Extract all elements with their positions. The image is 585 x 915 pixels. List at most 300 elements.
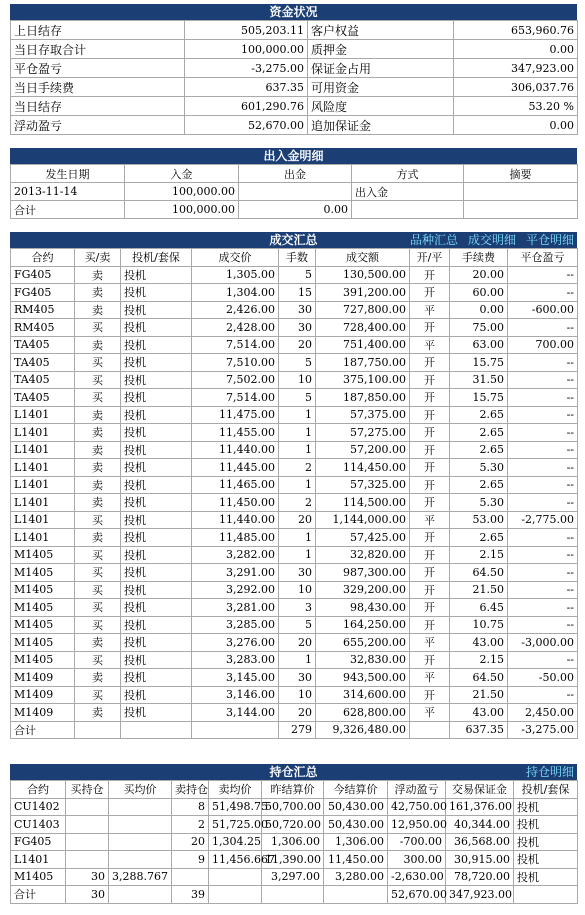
trade-cell: 投机 xyxy=(121,669,192,687)
trade-cell: 开 xyxy=(410,354,450,372)
fund-header xyxy=(10,4,577,20)
fund-section xyxy=(10,4,577,135)
fund-value: 100,000.00 xyxy=(185,40,308,59)
trade-cell: 7,510.00 xyxy=(192,354,279,372)
trade-cell: 投机 xyxy=(121,406,192,424)
column-header: 昨结算价 xyxy=(262,781,324,799)
fund-value: 53.20 % xyxy=(454,97,578,116)
position-cell: 78,720.00 xyxy=(446,868,514,886)
trade-cell: 987,300.00 xyxy=(316,564,410,582)
trade-cell: L1401 xyxy=(11,494,75,512)
trade-cell: 3,282.00 xyxy=(192,546,279,564)
position-cell: 20 xyxy=(172,833,209,851)
column-header: 交易保证金 xyxy=(446,781,514,799)
cashflow-cell xyxy=(464,201,578,219)
trade-cell: -- xyxy=(508,371,578,389)
trade-cell: 投机 xyxy=(121,336,192,354)
position-cell: 投机 xyxy=(514,868,578,886)
position-cell xyxy=(172,868,209,886)
total-cell: 30 xyxy=(66,886,109,904)
trade-cell: 5.30 xyxy=(450,459,508,477)
position-cell xyxy=(109,798,172,816)
column-header: 手续费 xyxy=(450,249,508,267)
trade-cell: 20.00 xyxy=(450,266,508,284)
trade-cell: 187,850.00 xyxy=(316,389,410,407)
total-cell xyxy=(75,721,121,739)
position-cell: 50,700.00 xyxy=(262,798,324,816)
trade-cell: 30 xyxy=(279,301,316,319)
trade-cell: 5 xyxy=(279,266,316,284)
cashflow-total-row xyxy=(11,201,578,219)
trade-cell: 11,450.00 xyxy=(192,494,279,512)
trade-cell: 投机 xyxy=(121,599,192,617)
trade-cell: 11,485.00 xyxy=(192,529,279,547)
trade-cell: 727,800.00 xyxy=(316,301,410,319)
trade-cell: 2 xyxy=(279,494,316,512)
trade-cell: 平 xyxy=(410,634,450,652)
trade-cell: 15.75 xyxy=(450,354,508,372)
trade-cell: 投机 xyxy=(121,546,192,564)
trade-cell: 卖 xyxy=(75,476,121,494)
trade-cell: 投机 xyxy=(121,266,192,284)
position-cell: 161,376.00 xyxy=(446,798,514,816)
trade-cell: L1401 xyxy=(11,529,75,547)
table-row xyxy=(11,546,578,564)
column-header: 浮动盈亏 xyxy=(388,781,446,799)
cashflow-cell: 合计 xyxy=(11,201,125,219)
positions-total-row xyxy=(11,886,578,904)
position-cell xyxy=(109,816,172,834)
column-header: 卖均价 xyxy=(209,781,262,799)
trade-cell: 114,450.00 xyxy=(316,459,410,477)
trade-cell: TA405 xyxy=(11,336,75,354)
position-cell: 51,725.00 xyxy=(209,816,262,834)
fund-row xyxy=(11,78,578,97)
table-row xyxy=(11,511,578,529)
trade-cell: M1405 xyxy=(11,564,75,582)
fund-label: 追加保证金 xyxy=(308,116,454,135)
fund-value: -3,275.00 xyxy=(185,59,308,78)
trade-cell: 开 xyxy=(410,424,450,442)
fund-label: 平仓盈亏 xyxy=(11,59,185,78)
table-row xyxy=(11,529,578,547)
trade-cell: 53.00 xyxy=(450,511,508,529)
trade-cell: 20 xyxy=(279,704,316,722)
position-cell: 投机 xyxy=(514,833,578,851)
trade-cell: 投机 xyxy=(121,301,192,319)
trades-total-row xyxy=(11,721,578,739)
total-cell xyxy=(410,721,450,739)
trade-cell: 卖 xyxy=(75,336,121,354)
trade-cell: 开 xyxy=(410,476,450,494)
trade-cell: 平 xyxy=(410,704,450,722)
total-cell xyxy=(324,886,388,904)
trade-cell: 7,514.00 xyxy=(192,336,279,354)
trade-cell: -- xyxy=(508,686,578,704)
trade-cell: TA405 xyxy=(11,371,75,389)
position-cell: 50,720.00 xyxy=(262,816,324,834)
column-header: 投机/套保 xyxy=(514,781,578,799)
trade-cell: 开 xyxy=(410,651,450,669)
trade-cell: 700.00 xyxy=(508,336,578,354)
trade-cell: 3,281.00 xyxy=(192,599,279,617)
trade-cell: 2,450.00 xyxy=(508,704,578,722)
trade-cell: L1401 xyxy=(11,441,75,459)
fund-row xyxy=(11,21,578,40)
trade-cell: 卖 xyxy=(75,301,121,319)
cashflow-cell: 0.00 xyxy=(239,201,352,219)
table-row xyxy=(11,581,578,599)
trade-cell: 卖 xyxy=(75,669,121,687)
position-cell: 50,430.00 xyxy=(324,816,388,834)
trade-cell: -- xyxy=(508,529,578,547)
table-row xyxy=(11,669,578,687)
trade-cell: M1409 xyxy=(11,669,75,687)
total-cell: 347,923.00 xyxy=(446,886,514,904)
trade-cell: L1401 xyxy=(11,476,75,494)
trade-cell: -- xyxy=(508,354,578,372)
trade-cell: 10 xyxy=(279,686,316,704)
trade-cell: -- xyxy=(508,651,578,669)
trade-cell: 卖 xyxy=(75,634,121,652)
column-header: 买均价 xyxy=(109,781,172,799)
total-cell: 合计 xyxy=(11,721,75,739)
table-row xyxy=(11,406,578,424)
trade-cell: 卖 xyxy=(75,704,121,722)
position-cell: 30 xyxy=(66,868,109,886)
trade-cell: 买 xyxy=(75,564,121,582)
fund-value: 52,670.00 xyxy=(185,116,308,135)
trade-cell: -- xyxy=(508,441,578,459)
trade-cell: 751,400.00 xyxy=(316,336,410,354)
trade-cell: 平 xyxy=(410,301,450,319)
table-row xyxy=(11,833,578,851)
table-row xyxy=(11,476,578,494)
column-header: 摘要 xyxy=(464,165,578,183)
table-row xyxy=(11,424,578,442)
link-position-detail[interactable]: 持仓明细 xyxy=(525,765,574,779)
trade-cell: 11,455.00 xyxy=(192,424,279,442)
trade-cell: 投机 xyxy=(121,704,192,722)
fund-label: 质押金 xyxy=(308,40,454,59)
link-variety-summary[interactable]: 品种汇总 xyxy=(409,233,458,247)
trade-cell: -600.00 xyxy=(508,301,578,319)
column-header: 手数 xyxy=(279,249,316,267)
trade-cell: 1 xyxy=(279,406,316,424)
column-header: 出金 xyxy=(239,165,352,183)
trade-cell: -- xyxy=(508,406,578,424)
trade-cell: 7,514.00 xyxy=(192,389,279,407)
trade-cell: 1 xyxy=(279,441,316,459)
position-cell: -700.00 xyxy=(388,833,446,851)
fund-label: 保证金占用 xyxy=(308,59,454,78)
position-cell: 50,430.00 xyxy=(324,798,388,816)
trade-cell: 32,830.00 xyxy=(316,651,410,669)
position-cell xyxy=(66,816,109,834)
link-close-detail[interactable]: 平仓明细 xyxy=(525,233,574,247)
trade-cell: 平 xyxy=(410,336,450,354)
column-header: 成交价 xyxy=(192,249,279,267)
trade-cell: 买 xyxy=(75,389,121,407)
trade-cell: M1409 xyxy=(11,704,75,722)
trade-cell: 11,440.00 xyxy=(192,441,279,459)
trade-cell: 43.00 xyxy=(450,634,508,652)
positions-links xyxy=(516,764,574,780)
table-row xyxy=(11,686,578,704)
fund-row xyxy=(11,40,578,59)
trade-cell: 2.65 xyxy=(450,406,508,424)
trade-cell: 1 xyxy=(279,529,316,547)
table-row xyxy=(11,704,578,722)
table-row xyxy=(11,816,578,834)
cashflow-cell xyxy=(352,201,464,219)
trade-cell: 2.65 xyxy=(450,476,508,494)
column-header: 开/平 xyxy=(410,249,450,267)
positions-section xyxy=(10,764,577,904)
table-row xyxy=(11,616,578,634)
trades-table xyxy=(10,248,578,739)
trade-cell: 开 xyxy=(410,266,450,284)
total-cell: 637.35 xyxy=(450,721,508,739)
trade-cell: 买 xyxy=(75,371,121,389)
trade-cell: 3,283.00 xyxy=(192,651,279,669)
position-cell: 3,288.767 xyxy=(109,868,172,886)
trade-cell: 114,500.00 xyxy=(316,494,410,512)
position-cell: 30,915.00 xyxy=(446,851,514,869)
position-cell: 9 xyxy=(172,851,209,869)
position-cell xyxy=(109,833,172,851)
total-cell xyxy=(209,886,262,904)
trade-cell: 15.75 xyxy=(450,389,508,407)
cashflow-cell xyxy=(239,183,352,201)
table-row xyxy=(11,494,578,512)
table-row xyxy=(11,459,578,477)
trade-cell: 1 xyxy=(279,424,316,442)
trades-links xyxy=(400,232,574,248)
trade-cell: 买 xyxy=(75,686,121,704)
table-row xyxy=(11,798,578,816)
cashflow-header xyxy=(10,148,577,164)
fund-row xyxy=(11,97,578,116)
trade-cell: 64.50 xyxy=(450,669,508,687)
trade-cell: 57,425.00 xyxy=(316,529,410,547)
trade-cell: 11,445.00 xyxy=(192,459,279,477)
trade-cell: 投机 xyxy=(121,494,192,512)
trade-cell: -- xyxy=(508,389,578,407)
trade-cell: 卖 xyxy=(75,459,121,477)
trade-cell: -- xyxy=(508,459,578,477)
trade-cell: -50.00 xyxy=(508,669,578,687)
cashflow-cell: 100,000.00 xyxy=(125,183,239,201)
positions-header-row xyxy=(11,781,578,799)
trade-cell: 投机 xyxy=(121,441,192,459)
trade-cell: 买 xyxy=(75,651,121,669)
trade-cell: 投机 xyxy=(121,564,192,582)
fund-title: 资金状况 xyxy=(269,5,318,19)
position-cell: 3,280.00 xyxy=(324,868,388,886)
trade-cell: 投机 xyxy=(121,686,192,704)
fund-table xyxy=(10,20,578,135)
trade-cell: 2.15 xyxy=(450,651,508,669)
trade-cell: 11,440.00 xyxy=(192,511,279,529)
trade-cell: 7,502.00 xyxy=(192,371,279,389)
trade-cell: 投机 xyxy=(121,616,192,634)
position-cell: 11,456.667 xyxy=(209,851,262,869)
total-cell: 9,326,480.00 xyxy=(316,721,410,739)
column-header: 合约 xyxy=(11,249,75,267)
trade-cell: 开 xyxy=(410,581,450,599)
trade-cell: -3,000.00 xyxy=(508,634,578,652)
position-cell: 11,450.00 xyxy=(324,851,388,869)
trade-cell: 11,465.00 xyxy=(192,476,279,494)
table-row xyxy=(11,284,578,302)
trade-cell: 1 xyxy=(279,651,316,669)
position-cell xyxy=(66,833,109,851)
trade-cell: L1401 xyxy=(11,511,75,529)
trade-cell: -- xyxy=(508,494,578,512)
trade-cell: 3,292.00 xyxy=(192,581,279,599)
fund-value: 653,960.76 xyxy=(454,21,578,40)
trade-cell: -- xyxy=(508,266,578,284)
trade-cell: 21.50 xyxy=(450,581,508,599)
trades-header xyxy=(10,232,577,248)
trade-cell: -- xyxy=(508,424,578,442)
position-cell: 12,950.00 xyxy=(388,816,446,834)
trade-cell: TA405 xyxy=(11,354,75,372)
fund-label: 可用资金 xyxy=(308,78,454,97)
trade-cell: 投机 xyxy=(121,389,192,407)
trade-cell: 买 xyxy=(75,599,121,617)
link-trade-detail[interactable]: 成交明细 xyxy=(467,233,516,247)
table-row xyxy=(11,851,578,869)
trade-cell: 943,500.00 xyxy=(316,669,410,687)
table-row xyxy=(11,868,578,886)
trade-cell: 1,144,000.00 xyxy=(316,511,410,529)
trade-cell: L1401 xyxy=(11,459,75,477)
trade-cell: 开 xyxy=(410,546,450,564)
trade-cell: -2,775.00 xyxy=(508,511,578,529)
trade-cell: 10.75 xyxy=(450,616,508,634)
trade-cell: 1,305.00 xyxy=(192,266,279,284)
trade-cell: 卖 xyxy=(75,284,121,302)
position-cell: L1401 xyxy=(11,851,66,869)
trade-cell: 平 xyxy=(410,669,450,687)
trade-cell: M1405 xyxy=(11,546,75,564)
positions-table xyxy=(10,780,578,904)
cashflow-cell: 100,000.00 xyxy=(125,201,239,219)
trade-cell: 98,430.00 xyxy=(316,599,410,617)
fund-label: 当日存取合计 xyxy=(11,40,185,59)
trade-cell: 开 xyxy=(410,459,450,477)
trades-header-row xyxy=(11,249,578,267)
fund-value: 637.35 xyxy=(185,78,308,97)
trade-cell: 开 xyxy=(410,284,450,302)
table-row xyxy=(11,266,578,284)
column-header: 成交额 xyxy=(316,249,410,267)
trade-cell: 买 xyxy=(75,354,121,372)
trade-cell: 0.00 xyxy=(450,301,508,319)
table-row xyxy=(11,564,578,582)
fund-label: 浮动盈亏 xyxy=(11,116,185,135)
trade-cell: M1405 xyxy=(11,651,75,669)
trade-cell: 3 xyxy=(279,599,316,617)
position-cell: CU1402 xyxy=(11,798,66,816)
fund-value: 0.00 xyxy=(454,40,578,59)
column-header: 合约 xyxy=(11,781,66,799)
trade-cell: 卖 xyxy=(75,441,121,459)
trade-cell: 20 xyxy=(279,511,316,529)
trade-cell: 2 xyxy=(279,459,316,477)
trade-cell: 10 xyxy=(279,581,316,599)
position-cell: 40,344.00 xyxy=(446,816,514,834)
trade-cell: 开 xyxy=(410,371,450,389)
column-header: 平仓盈亏 xyxy=(508,249,578,267)
trade-cell: TA405 xyxy=(11,389,75,407)
trade-cell: 开 xyxy=(410,686,450,704)
fund-value: 601,290.76 xyxy=(185,97,308,116)
table-row xyxy=(11,651,578,669)
position-cell xyxy=(66,851,109,869)
trade-cell: RM405 xyxy=(11,301,75,319)
trade-cell: 开 xyxy=(410,494,450,512)
trade-cell: 1 xyxy=(279,476,316,494)
position-cell: M1405 xyxy=(11,868,66,886)
table-row xyxy=(11,336,578,354)
trade-cell: 1,304.00 xyxy=(192,284,279,302)
fund-label: 风险度 xyxy=(308,97,454,116)
trade-cell: 投机 xyxy=(121,284,192,302)
table-row xyxy=(11,371,578,389)
trade-cell: 5 xyxy=(279,354,316,372)
position-cell: 51,498.75 xyxy=(209,798,262,816)
trade-cell: -- xyxy=(508,599,578,617)
table-row xyxy=(11,389,578,407)
trade-cell: 3,291.00 xyxy=(192,564,279,582)
total-cell xyxy=(262,886,324,904)
position-cell: 投机 xyxy=(514,798,578,816)
trade-cell: 64.50 xyxy=(450,564,508,582)
fund-label: 上日结存 xyxy=(11,21,185,40)
trade-cell: 投机 xyxy=(121,371,192,389)
trade-cell: 开 xyxy=(410,406,450,424)
trade-cell: 375,100.00 xyxy=(316,371,410,389)
position-cell: 300.00 xyxy=(388,851,446,869)
trade-cell: -- xyxy=(508,476,578,494)
position-cell: 3,297.00 xyxy=(262,868,324,886)
trades-title: 成交汇总 xyxy=(269,233,318,247)
trade-cell: FG405 xyxy=(11,284,75,302)
trade-cell: 开 xyxy=(410,599,450,617)
total-cell xyxy=(109,886,172,904)
trade-cell: 5.30 xyxy=(450,494,508,512)
trade-cell: 2.65 xyxy=(450,529,508,547)
trade-cell: 5 xyxy=(279,616,316,634)
trade-cell: 30 xyxy=(279,319,316,337)
trade-cell: M1405 xyxy=(11,634,75,652)
position-cell: CU1403 xyxy=(11,816,66,834)
position-cell: 36,568.00 xyxy=(446,833,514,851)
position-cell: 投机 xyxy=(514,816,578,834)
trade-cell: 卖 xyxy=(75,529,121,547)
trade-cell: 开 xyxy=(410,319,450,337)
trade-cell: 329,200.00 xyxy=(316,581,410,599)
trade-cell: 投机 xyxy=(121,459,192,477)
trade-cell: 31.50 xyxy=(450,371,508,389)
trade-cell: RM405 xyxy=(11,319,75,337)
column-header: 投机/套保 xyxy=(121,249,192,267)
positions-title: 持仓汇总 xyxy=(269,765,318,779)
fund-label: 当日手续费 xyxy=(11,78,185,97)
